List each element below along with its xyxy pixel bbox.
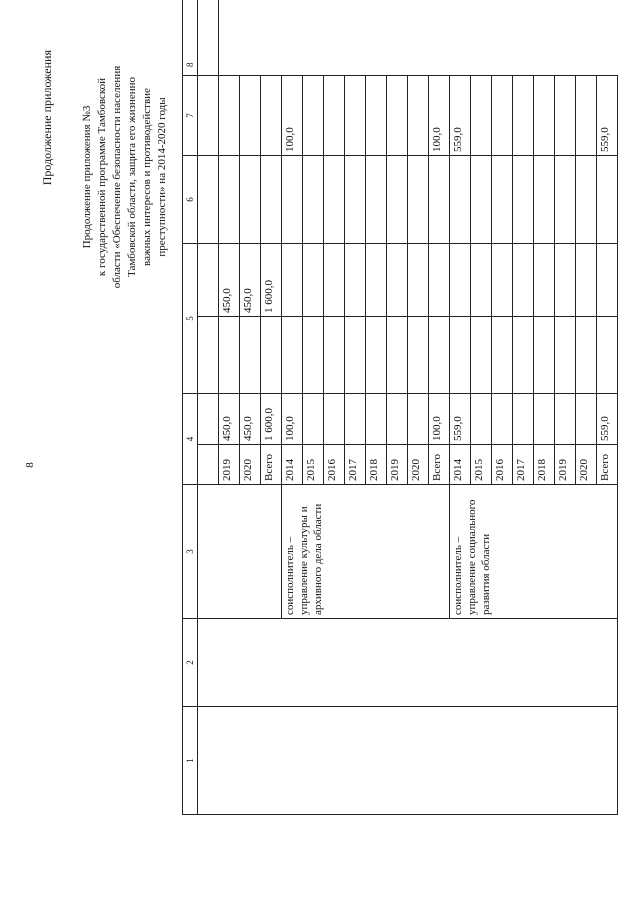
year-cell: 2018 [366, 445, 387, 485]
col5-cell [408, 317, 429, 394]
col5-cell [387, 317, 408, 394]
col6-value [408, 244, 429, 317]
subtitle-line: преступности» на 2014-2020 годы [156, 97, 168, 257]
col8-value [261, 76, 282, 156]
column-header: 6 [183, 156, 198, 244]
table-row [198, 0, 219, 815]
col8-value: 100,0 [282, 76, 303, 156]
col7-cell [513, 156, 534, 244]
column-header: 2 [183, 619, 198, 707]
col7-cell [366, 156, 387, 244]
col4-value: 559,0 [597, 394, 618, 445]
year-cell: Всего [597, 445, 618, 485]
column-header: 1 [183, 707, 198, 815]
col8-value [513, 76, 534, 156]
column-header: 7 [183, 76, 198, 156]
col6-value [513, 244, 534, 317]
col7-cell [282, 156, 303, 244]
column-header: 3 [183, 485, 198, 619]
col7-cell [555, 156, 576, 244]
year-cell: 2018 [534, 445, 555, 485]
col8-value: 559,0 [597, 76, 618, 156]
col5-cell [282, 317, 303, 394]
col5-cell [576, 317, 597, 394]
col5-cell [492, 317, 513, 394]
col6-value [324, 244, 345, 317]
col4-value [555, 394, 576, 445]
col4-value [534, 394, 555, 445]
year-cell: 2014 [282, 445, 303, 485]
col7-cell [429, 156, 450, 244]
col5-cell [240, 317, 261, 394]
page-number: 8 [24, 462, 36, 468]
year-cell: 2017 [345, 445, 366, 485]
col4-value: 100,0 [429, 394, 450, 445]
col4-value [408, 394, 429, 445]
column-header: 8 [183, 0, 198, 76]
subtitle-line: Тамбовской области, защита его жизненно [126, 77, 138, 277]
col7-cell [345, 156, 366, 244]
subtitle-line: важных интересов и противодействие [141, 88, 153, 266]
empty-cell [198, 244, 219, 317]
year-cell: 2020 [408, 445, 429, 485]
col8-value [219, 76, 240, 156]
col6-value [597, 244, 618, 317]
column-header: 4 [183, 394, 198, 485]
col5-cell [555, 317, 576, 394]
col4-value [576, 394, 597, 445]
col5-cell [366, 317, 387, 394]
col2-cell [198, 619, 618, 707]
column-number-row [183, 0, 198, 815]
col8-value [555, 76, 576, 156]
year-cell: 2016 [324, 445, 345, 485]
col8-value [366, 76, 387, 156]
col7-cell [576, 156, 597, 244]
col5-cell [261, 317, 282, 394]
col6-value: 450,0 [219, 244, 240, 317]
col8-value [492, 76, 513, 156]
col5-cell [219, 317, 240, 394]
col8-value [387, 76, 408, 156]
col7-cell [387, 156, 408, 244]
col6-value [576, 244, 597, 317]
subtitle-line: к государственной программе Тамбовской [96, 77, 108, 277]
year-cell: 2019 [387, 445, 408, 485]
empty-cell [198, 394, 219, 445]
col6-value [534, 244, 555, 317]
col1-cell [198, 707, 618, 815]
col7-cell [240, 156, 261, 244]
empty-cell [198, 445, 219, 485]
col4-value: 559,0 [450, 394, 471, 445]
year-cell: 2016 [492, 445, 513, 485]
col5-cell [303, 317, 324, 394]
funding-table [182, 0, 618, 815]
col8-value [471, 76, 492, 156]
col6-value [345, 244, 366, 317]
col5-cell [450, 317, 471, 394]
col5-cell [597, 317, 618, 394]
col4-value [492, 394, 513, 445]
col7-cell [408, 156, 429, 244]
subtitle-line: области «Обеспечение безопасности населения [111, 65, 123, 289]
col5-cell [429, 317, 450, 394]
col8-value [324, 76, 345, 156]
continuation-title: Продолжение приложения [40, 50, 54, 186]
col4-value [324, 394, 345, 445]
year-cell: 2017 [513, 445, 534, 485]
col8-value [408, 76, 429, 156]
col6-value [282, 244, 303, 317]
col7-cell [450, 156, 471, 244]
col4-value [387, 394, 408, 445]
col4-value [366, 394, 387, 445]
col7-cell [471, 156, 492, 244]
column-header: 5 [183, 244, 198, 394]
col6-value [450, 244, 471, 317]
col6-value [303, 244, 324, 317]
executor-cell: соисполнитель – управление социального развития области [450, 485, 618, 619]
year-cell: 2014 [450, 445, 471, 485]
col5-cell [534, 317, 555, 394]
col4-value [303, 394, 324, 445]
col6-value [429, 244, 450, 317]
year-cell: 2019 [555, 445, 576, 485]
col3-cell [198, 485, 282, 619]
col4-value: 100,0 [282, 394, 303, 445]
executor-cell: соисполнитель – управление культуры и архивного дела области [282, 485, 450, 619]
col8-value [534, 76, 555, 156]
col6-value [471, 244, 492, 317]
col8-value [240, 76, 261, 156]
col5-cell [513, 317, 534, 394]
col4-value [345, 394, 366, 445]
empty-cell [198, 156, 219, 244]
col8-value [303, 76, 324, 156]
col8-value: 100,0 [429, 76, 450, 156]
col6-value [366, 244, 387, 317]
year-cell: 2020 [240, 445, 261, 485]
col8-value [576, 76, 597, 156]
empty-cell [198, 317, 219, 394]
col6-value: 450,0 [240, 244, 261, 317]
empty-cell [198, 0, 219, 76]
year-cell: 2019 [219, 445, 240, 485]
col6-value: 1 600,0 [261, 244, 282, 317]
appendix-subtitle [80, 59, 170, 295]
year-cell: 2020 [576, 445, 597, 485]
col7-cell [324, 156, 345, 244]
year-cell: 2015 [471, 445, 492, 485]
col7-cell [492, 156, 513, 244]
col7-cell [597, 156, 618, 244]
col5-cell [471, 317, 492, 394]
col7-cell [303, 156, 324, 244]
col4-value: 450,0 [240, 394, 261, 445]
col4-value: 450,0 [219, 394, 240, 445]
col8-value: 559,0 [450, 76, 471, 156]
col4-value: 1 600,0 [261, 394, 282, 445]
col7-cell [534, 156, 555, 244]
subtitle-line: Продолжение приложения №3 [81, 105, 93, 249]
col8-value [345, 76, 366, 156]
col6-value [555, 244, 576, 317]
year-cell: 2015 [303, 445, 324, 485]
empty-cell [198, 76, 219, 156]
col5-cell [324, 317, 345, 394]
col4-value [471, 394, 492, 445]
year-cell: Всего [261, 445, 282, 485]
col7-cell [219, 156, 240, 244]
col4-value [513, 394, 534, 445]
col6-value [387, 244, 408, 317]
col7-cell [261, 156, 282, 244]
col5-cell [345, 317, 366, 394]
year-cell: Всего [429, 445, 450, 485]
col6-value [492, 244, 513, 317]
